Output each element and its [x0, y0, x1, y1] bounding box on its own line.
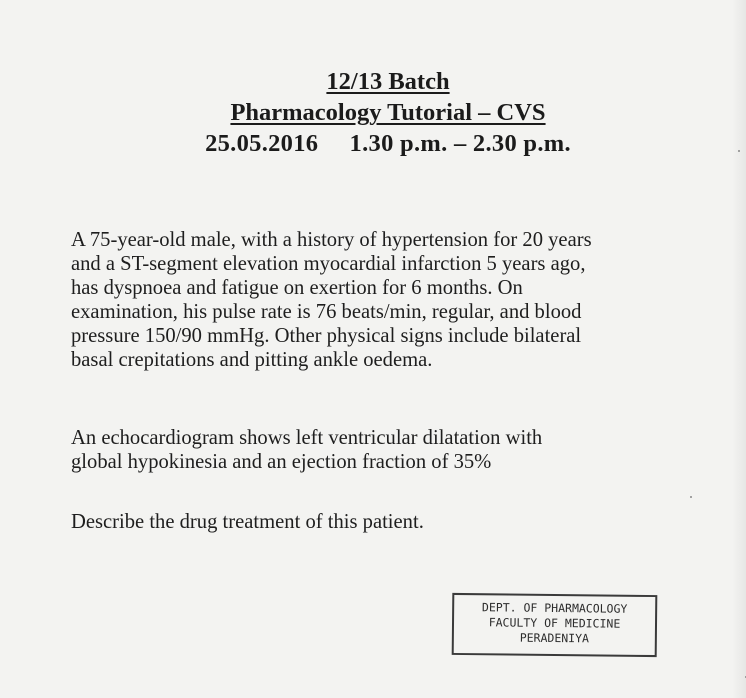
date-time: 25.05.2016 1.30 p.m. – 2.30 p.m. — [205, 130, 571, 157]
stamp-line: PERADENIYA — [519, 630, 590, 646]
department-stamp — [452, 593, 658, 657]
tutorial-title: Pharmacology Tutorial – CVS — [230, 99, 546, 126]
case-line: A 75-year-old male, with a history of hypertension for 20 years — [71, 229, 592, 251]
question-text: Describe the drug treatment of this patient. — [71, 511, 424, 533]
stamp-line: FACULTY OF MEDICINE — [488, 615, 621, 631]
case-line: and a ST-segment elevation myocardial infarction 5 years ago, — [71, 253, 586, 275]
batch-heading: 12/13 Batch — [326, 68, 450, 95]
echo-line: global hypokinesia and an ejection fraction of 35% — [71, 451, 492, 473]
case-line: basal crepitations and pitting ankle oedema. — [71, 349, 433, 371]
case-line: examination, his pulse rate is 76 beats/min, regular, and blood — [71, 301, 582, 323]
scan-speck — [690, 496, 692, 498]
case-line: has dyspnoea and fatigue on exertion for 6 months. On — [71, 277, 523, 299]
stamp-line: DEPT. OF PHARMACOLOGY — [481, 600, 628, 616]
echo-line: An echocardiogram shows left ventricular dilatation with — [71, 427, 543, 449]
case-line: pressure 150/90 mmHg. Other physical signs include bilateral — [71, 325, 582, 347]
scan-edge-shadow — [732, 0, 746, 698]
echocardiogram-paragraph — [71, 426, 721, 474]
scan-speck — [738, 150, 740, 152]
case-description-paragraph — [71, 228, 721, 372]
document-header — [0, 66, 746, 159]
